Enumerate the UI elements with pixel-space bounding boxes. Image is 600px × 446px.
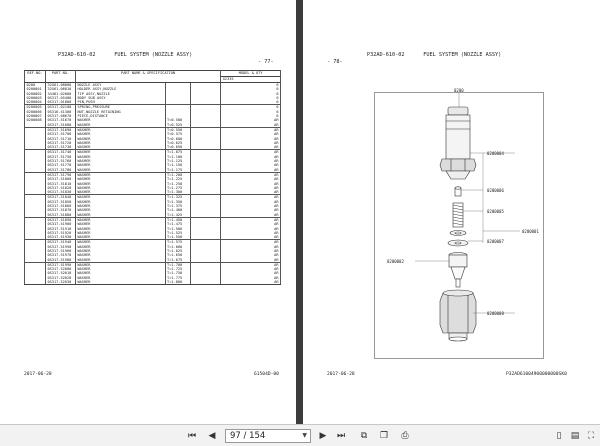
left-footer-code: 61504D-00 (254, 372, 279, 377)
parts-table (24, 70, 281, 285)
cell-part-no: 0S317-51970 (45, 253, 75, 257)
cell-qty: AR (221, 145, 281, 150)
cell-qty: AR (221, 267, 281, 271)
left-page-header: P32AD-610-02 FUEL SYSTEM (NOZZLE ASSY) (58, 52, 193, 58)
cell-spec: T=1.450 (165, 217, 191, 222)
cell-qty: AR (221, 127, 281, 132)
cell-part-no: 0S317-51750 (45, 155, 75, 159)
cell-part-name: WASHER (75, 258, 165, 263)
cell-part-no: 32G61-06010 (45, 87, 75, 91)
cell-spec: T=0.625 (165, 141, 191, 145)
cell-qty: AR (221, 200, 281, 204)
right-page-header: P32AD-610-02 FUEL SYSTEM (NOZZLE ASSY) (367, 52, 502, 58)
cell-spec: T=1.275 (165, 186, 191, 190)
two-page-icon[interactable]: ❐ (379, 431, 389, 441)
cell-qty: 6 (221, 87, 281, 91)
cell-spec: T=1.300 (165, 190, 191, 195)
callout-c3: 0200005 (487, 209, 504, 214)
cell-part-name: PIECE,DISTANCE (75, 114, 165, 118)
col-ref-no: REF.NO. (25, 71, 46, 83)
page-display: 97 / 154 (230, 431, 266, 441)
cell-part-name: WASHER (75, 186, 165, 190)
cell-spec: T=1.675 (165, 258, 191, 263)
cell-spec: T=1.525 (165, 231, 191, 235)
left-page (0, 0, 296, 424)
cell-spec: T=1.425 (165, 213, 191, 218)
cell-part-name: WASHER (75, 271, 165, 275)
cell-qty: AR (221, 231, 281, 235)
cell-part-name: WASHER (75, 123, 165, 128)
cell-spec: T=0.650 (165, 145, 191, 150)
cell-qty: AR (221, 186, 281, 190)
cell-qty: AR (221, 118, 281, 122)
nozzle-diagram-svg (375, 88, 545, 360)
cell-part-name: WASHER (75, 213, 165, 218)
cell-spec: T=1.725 (165, 267, 191, 271)
cell-qty: AR (221, 132, 281, 136)
cell-part-name: WASHER (75, 163, 165, 167)
cell-part-name: WASHER (75, 235, 165, 240)
cell-part-name: WASHER (75, 141, 165, 145)
cell-part-no: 0S317-51770 (45, 163, 75, 167)
cell-part-name: WASHER (75, 222, 165, 226)
cell-part-no: 0S317-51950 (45, 245, 75, 249)
cell-part-no: 0S317-52000 (45, 267, 75, 271)
cell-spec: T=1.100 (165, 155, 191, 159)
cell-spec: T=1.550 (165, 235, 191, 240)
cell-spec: T=1.475 (165, 222, 191, 226)
cell-part-no: 0S317-51900 (45, 222, 75, 226)
cell-qty: 6 (221, 114, 281, 118)
cell-spec: T=0.525 (165, 123, 191, 128)
cell-part-name: WASHER (75, 267, 165, 271)
cell-part-no: 0S317-51730 (45, 145, 75, 150)
cell-qty: 6 (221, 110, 281, 114)
callout-c2: 0200006 (487, 188, 504, 193)
cell-qty: 6 (221, 83, 281, 88)
cell-ref-no: 0200008 (25, 118, 46, 122)
cell-qty: AR (221, 245, 281, 249)
cell-ref-no: 0200001 (25, 87, 46, 91)
col-model-qty: MODEL & QTY (221, 71, 281, 77)
cell-part-no: 0S317-51820 (45, 186, 75, 190)
cell-part-name: BODY SUB ASSY (75, 96, 165, 100)
cell-part-name: WASHER (75, 172, 165, 177)
cell-qty: AR (221, 276, 281, 280)
cell-qty: AR (221, 213, 281, 218)
cell-spec: T=1.650 (165, 253, 191, 257)
cell-spec: T=1.325 (165, 195, 191, 200)
cell-part-name: WASHER (75, 217, 165, 222)
cell-ref-no: 0200002 (25, 92, 46, 96)
cell-part-no: 0S317-51720 (45, 141, 75, 145)
col-model-code: G2335 (221, 77, 281, 83)
cell-part-no: 0S317-51930 (45, 235, 75, 240)
cell-ref-no (25, 280, 46, 285)
cell-spec: T=1.250 (165, 182, 191, 186)
cell-part-no: 0S317-51870 (45, 208, 75, 212)
cell-part-name: WASHER (75, 177, 165, 181)
cell-qty: AR (221, 280, 281, 285)
right-footer-date: 2017-06-28 (327, 372, 355, 377)
cell-part-name: NOZZLE ASSY (75, 83, 165, 88)
cell-part-name: WASHER (75, 168, 165, 173)
cell-part-name: WASHER (75, 280, 165, 285)
cell-spec: T=1.125 (165, 159, 191, 163)
cell-qty: AR (221, 262, 281, 267)
viewer-toolbar (0, 424, 600, 446)
cell-part-no: 0S317-08670 (45, 114, 75, 118)
cell-ref-no: 0200006 (25, 110, 46, 114)
cell-spec: T=0.500 (165, 118, 191, 122)
single-page-view-icon[interactable]: ▯ (556, 431, 562, 441)
cell-qty: AR (221, 163, 281, 167)
cell-part-no: 0S317-51980 (45, 258, 75, 263)
right-page-number: - 78- (327, 59, 343, 65)
cell-part-name: WASHER (75, 245, 165, 249)
cell-part-no: 0S317-02100 (45, 105, 75, 110)
cell-part-no: 0S317-51920 (45, 231, 75, 235)
cell-spec: T=1.175 (165, 168, 191, 173)
table-row (25, 280, 281, 285)
cell-spec: T=1.700 (165, 262, 191, 267)
col-part-name: PART NAME & SPECIFICATION (75, 71, 220, 83)
cell-part-no: 0S317-51680 (45, 123, 75, 128)
cell-qty: 6 (221, 105, 281, 110)
cell-part-name: WASHER (75, 137, 165, 141)
cell-spec: T=0.550 (165, 127, 191, 132)
cell-qty: AR (221, 182, 281, 186)
previous-page-icon[interactable]: ◀ (208, 431, 216, 441)
cell-part-name: WASHER (75, 200, 165, 204)
cell-qty: 6 (221, 96, 281, 100)
cell-part-name: NUT,NOZZLE RETAINING (75, 110, 165, 114)
cell-spec: T=1.575 (165, 240, 191, 245)
cell-qty: AR (221, 168, 281, 173)
left-footer-date: 2017-06-28 (24, 372, 52, 377)
cell-part-name: WASHER (75, 190, 165, 195)
cell-spec: T=1.800 (165, 280, 191, 285)
col-part-no: PART NO. (45, 71, 75, 83)
cell-part-no: 0S317-52010 (45, 271, 75, 275)
cell-ref-no: 0200004 (25, 100, 46, 105)
cell-part-name: WASHER (75, 155, 165, 159)
cell-qty: 6 (221, 100, 281, 105)
cell-qty: AR (221, 204, 281, 208)
cell-part-name: WASHER (75, 145, 165, 150)
cell-part-name: WASHER (75, 231, 165, 235)
cell-spec: T=1.375 (165, 204, 191, 208)
cell-part-no: 0S317-51780 (45, 168, 75, 173)
page-number-select[interactable] (225, 429, 311, 443)
cell-ref-no: 0200 (25, 83, 46, 88)
cell-part-no: 0S317-51800 (45, 177, 75, 181)
cell-spec: T=1.075 (165, 150, 191, 155)
cell-part-no: 0S317-51690 (45, 127, 75, 132)
callout-c5: 0200001 (522, 229, 539, 234)
cell-part-no: 32G61-08000 (45, 83, 75, 88)
cell-part-name: WASHER (75, 276, 165, 280)
cell-part-no: 0S317-51760 (45, 159, 75, 163)
print-icon[interactable]: ⎙ (401, 431, 409, 441)
cell-spec: T=1.350 (165, 200, 191, 204)
cell-part-no: 0S317-51890 (45, 217, 75, 222)
cell-part-no: 0S317-51710 (45, 137, 75, 141)
first-page-icon[interactable]: ⏮ (187, 431, 197, 441)
cell-qty: AR (221, 222, 281, 226)
cell-part-no: 0S317-51940 (45, 240, 75, 245)
cell-part-no: 0S317-52030 (45, 280, 75, 285)
callout-top: 0200 (454, 88, 464, 93)
cell-part-no: 0S317-51880 (45, 213, 75, 218)
cell-qty: AR (221, 249, 281, 253)
cell-part-no: 0S317-01800 (45, 100, 75, 105)
cell-part-name: SPRING,PRESSURE (75, 105, 165, 110)
cell-part-no: 0S317-51840 (45, 195, 75, 200)
cell-part-name: WASHER (75, 240, 165, 245)
cell-part-name: HOLDER ASSY,NOZZLE (75, 87, 165, 91)
cell-spec: T=0.600 (165, 137, 191, 141)
last-page-icon[interactable]: ⏭ (336, 431, 346, 441)
cell-part-no: 0S317-51670 (45, 118, 75, 122)
cell-spec: T=1.225 (165, 177, 191, 181)
cell-qty: AR (221, 235, 281, 240)
parts-table-body (25, 83, 281, 285)
cell-part-name: WASHER (75, 195, 165, 200)
scroll-view-icon[interactable]: ▤ (570, 431, 580, 441)
callout-c4: 0200007 (487, 239, 504, 244)
cell-part-no: 0S317-52020 (45, 276, 75, 280)
cell-part-name: WASHER (75, 204, 165, 208)
cell-part-no: 34481-02000 (45, 92, 75, 96)
cell-spec: T=1.400 (165, 208, 191, 212)
cell-part-no: 0S317-51850 (45, 200, 75, 204)
cell-part-no: 0S317-51860 (45, 204, 75, 208)
cell-qty: AR (221, 190, 281, 195)
cell-qty: 6 (221, 92, 281, 96)
cell-qty: AR (221, 155, 281, 159)
cell-qty: AR (221, 253, 281, 257)
cell-qty: AR (221, 137, 281, 141)
left-page-number: - 77- (258, 59, 274, 65)
cell-part-no: 0S317-51700 (45, 132, 75, 136)
cell-part-name: WASHER (75, 127, 165, 132)
cell-spec: T=1.625 (165, 249, 191, 253)
cell-qty: AR (221, 150, 281, 155)
cell-part-name: WASHER (75, 227, 165, 231)
cell-spec: T=1.150 (165, 163, 191, 167)
cell-spec: T=1.600 (165, 245, 191, 249)
cell-part-no: 0S317-51990 (45, 262, 75, 267)
cell-qty: AR (221, 141, 281, 145)
cell-ref-no: 0200007 (25, 114, 46, 118)
cell-part-name: WASHER (75, 208, 165, 212)
cell-part-name: PIN,PUSH (75, 100, 165, 105)
cell-part-no: 0S317-51810 (45, 182, 75, 186)
cell-qty: AR (221, 217, 281, 222)
cell-ref-no: 0200003 (25, 96, 46, 100)
callout-c6: 0200002 (387, 259, 404, 264)
cell-spec: T=1.500 (165, 227, 191, 231)
cell-part-no: 0S316-41300 (45, 110, 75, 114)
cell-qty: AR (221, 258, 281, 263)
cell-part-no: 0S317-51740 (45, 150, 75, 155)
cell-part-name: TIP ASSY,NOZZLE (75, 92, 165, 96)
cell-part-no: 0S317-51790 (45, 172, 75, 177)
cell-spec: T=1.200 (165, 172, 191, 177)
cell-qty: AR (221, 208, 281, 212)
cell-qty: AR (221, 240, 281, 245)
cell-part-name: WASHER (75, 182, 165, 186)
fit-page-icon[interactable]: ⧉ (360, 431, 368, 441)
right-footer-code: P32AD61004900000000SK0 (506, 372, 567, 377)
cell-qty: AR (221, 177, 281, 181)
cell-qty: AR (221, 159, 281, 163)
next-page-icon[interactable]: ▶ (319, 431, 327, 441)
cell-qty: AR (221, 271, 281, 275)
cell-spec: T=1.750 (165, 271, 191, 275)
cell-part-name: WASHER (75, 262, 165, 267)
chevron-down-icon: ▼ (302, 432, 307, 439)
cell-qty: AR (221, 172, 281, 177)
cell-spec: T=0.575 (165, 132, 191, 136)
fullscreen-icon[interactable]: ⛶ (587, 431, 595, 441)
cell-blank (191, 280, 221, 285)
cell-qty: AR (221, 195, 281, 200)
cell-qty: AR (221, 123, 281, 128)
callout-c1: 0200004 (487, 151, 504, 156)
cell-part-name: WASHER (75, 159, 165, 163)
callout-c7: 0200008 (487, 311, 504, 316)
cell-ref-no: 0200005 (25, 105, 46, 110)
cell-part-no: 0S317-51960 (45, 249, 75, 253)
cell-part-name: WASHER (75, 118, 165, 122)
nozzle-exploded-diagram (374, 88, 544, 359)
cell-part-name: WASHER (75, 150, 165, 155)
cell-part-no: 0S317-51830 (45, 190, 75, 195)
cell-part-no: 0S317-05400 (45, 96, 75, 100)
cell-part-name: WASHER (75, 249, 165, 253)
cell-qty: AR (221, 227, 281, 231)
cell-spec: T=1.775 (165, 276, 191, 280)
cell-part-no: 0S317-51910 (45, 227, 75, 231)
cell-part-name: WASHER (75, 253, 165, 257)
cell-part-name: WASHER (75, 132, 165, 136)
